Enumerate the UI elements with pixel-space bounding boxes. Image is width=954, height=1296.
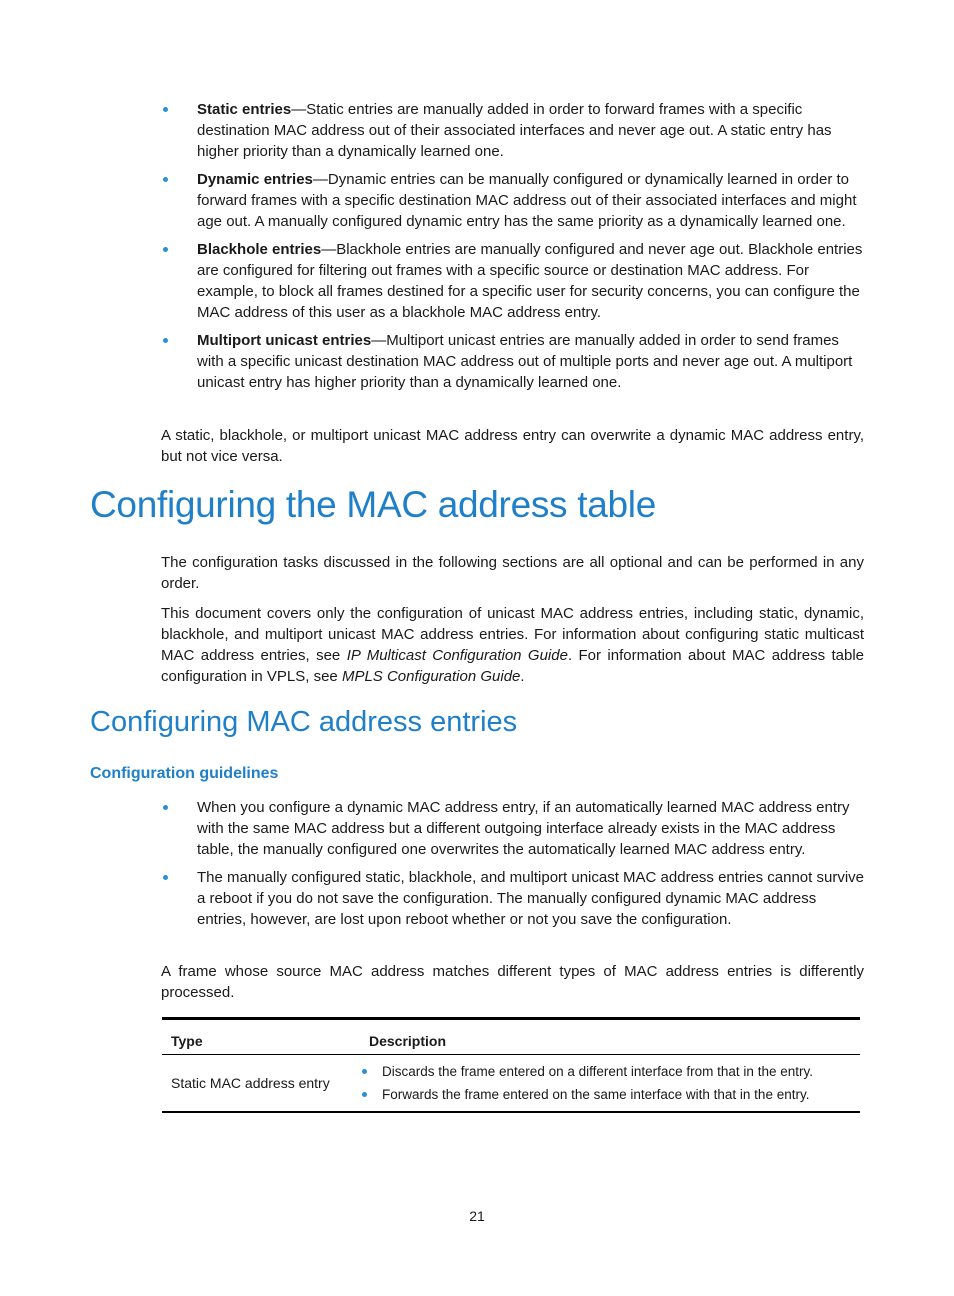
column-header-type: Type [162,1019,360,1055]
scope-text: This document covers only the configuration of unicast MAC address entries, including static, dynamic, blackhole, and multiport unicast MAC address entries. For information about configuring static multicast MAC address entries, see [161,605,864,664]
bullet-icon [163,247,168,252]
bullet-icon [362,1069,367,1074]
list-text: —Blackhole entries are manually configured and never age out. Blackhole entries are configured for filtering out frames with a specific source or destination MAC address. For example, to block all frames destined for a specific user for security concerns, you can configure the MAC address of this user as a blackhole MAC address entry. [197,241,863,321]
bullet-icon [163,338,168,343]
list-item [161,867,864,930]
bullet-icon [163,177,168,182]
table-row [162,1055,860,1113]
list-term: Static entries [197,101,292,118]
list-text: —Static entries are manually added in order to forward frames with a specific destination MAC address out of their associated interfaces and never age out. A static entry has higher priority than a dynamically learned one. [197,101,832,160]
intro-paragraph: The configuration tasks discussed in the following sections are all optional and can be performed in any order. [161,554,864,592]
list-text: When you configure a dynamic MAC address entry, if an automatically learned MAC address entry with the same MAC address but a different outgoing interface already exists in the MAC address table, the manually configured one overwrites the automatically learned MAC address entry. [197,799,850,858]
table-header-row [162,1019,860,1055]
list-text: —Multiport unicast entries are manually added in order to send frames with a specific unicast destination MAC address out of multiple ports and never age out. A multiport unicast entry has higher priority than a dynamically learned one. [197,332,853,391]
page-title: Configuring the MAC address table [90,484,656,525]
list-text: The manually configured static, blackhole, and multiport unicast MAC address entries cannot survive a reboot if you do not save the configuration. The manually configured dynamic MAC address entries, however, are lost upon reboot whether or not you save the configuration. [197,869,864,928]
scope-paragraph [161,603,864,687]
guide-reference: MPLS Configuration Guide [341,668,521,685]
description-text: Forwards the frame entered on the same interface with that in the entry. [382,1087,810,1102]
list-item [360,1060,852,1083]
scope-text: . For information about MAC address table configuration in VPLS, see [161,647,864,685]
type-cell: Static MAC address entry [162,1055,360,1113]
bullet-icon [163,875,168,880]
frame-paragraph: A frame whose source MAC address matches different types of MAC address entries is differently processed. [161,963,864,1001]
section-heading: Configuring MAC address entries [90,706,518,738]
bullet-icon [163,107,168,112]
description-text: Discards the frame entered on a different interface from that in the entry. [382,1064,813,1079]
list-item [161,797,864,860]
list-term: Multiport unicast entries [197,332,372,349]
overwrite-paragraph: A static, blackhole, or multiport unicast MAC address entry can overwrite a dynamic MAC address entry, but not vice versa. [161,427,864,465]
list-item [161,239,864,323]
list-item [161,330,864,393]
subsection-heading: Configuration guidelines [90,765,279,782]
guidelines-list [161,797,864,937]
description-cell [360,1055,860,1113]
column-header-description: Description [360,1019,860,1055]
page-number: 21 [469,1208,485,1224]
list-item [360,1083,852,1106]
list-item [161,99,864,162]
guide-reference: IP Multicast Configuration Guide [346,647,568,664]
bullet-icon [163,805,168,810]
entry-processing-table [162,1017,860,1113]
list-text: —Dynamic entries can be manually configured or dynamically learned in order to forward frames with a specific destination MAC address out of their associated interfaces and might age out. A manually configured dynamic entry has the same priority as a dynamically learned one. [197,171,857,230]
list-term: Blackhole entries [197,241,322,258]
bullet-icon [362,1092,367,1097]
scope-text: . [520,668,525,685]
entry-types-list [161,99,864,400]
list-item [161,169,864,232]
list-term: Dynamic entries [197,171,313,188]
